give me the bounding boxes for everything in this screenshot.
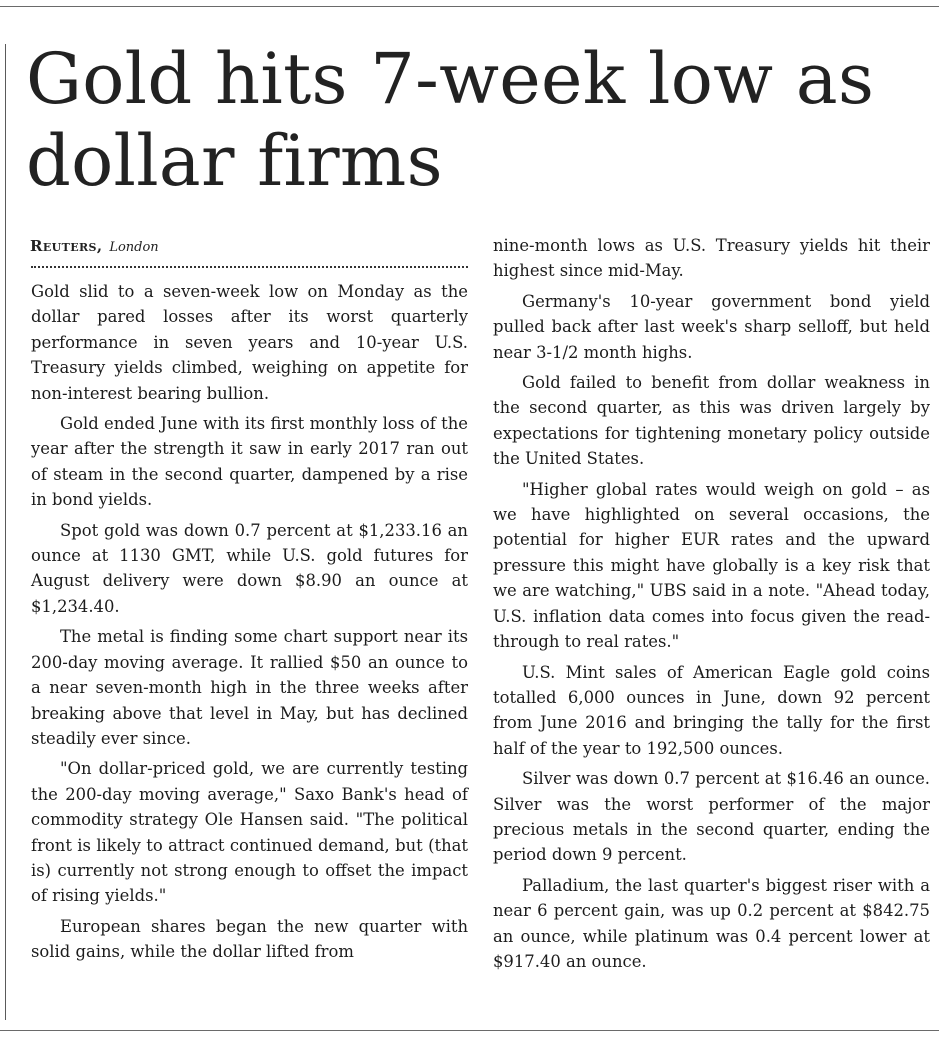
paragraph: Germany's 10-year government bond yield pulled back after last week's sharp selloff, but held near 3-1/2 month highs. bbox=[493, 291, 930, 362]
headline: Gold hits 7-week low as dollar firms bbox=[26, 38, 875, 202]
paragraph: nine-month lows as U.S. Treasury yields hit their highest since mid-May. bbox=[493, 236, 930, 281]
paragraph: European shares began the new quarter with solid gains, while the dollar lifted from bbox=[31, 916, 468, 962]
dotted-separator bbox=[31, 266, 468, 268]
paragraph: Silver was down 0.7 percent at $16.46 an ounce. Silver was the worst performer of the major precious metals in the second quarter, ending the period down 9 percent. bbox=[493, 769, 930, 865]
paragraph: Gold failed to benefit from dollar weakness in the second quarter, as this was driven largely by expectations for tightening monetary policy outside the United States. bbox=[493, 373, 930, 469]
paragraph: Gold ended June with its first monthly loss of the year after the strength it saw in early 2017 ran out of steam in the second quarter, dampened by a rise in bond yields. bbox=[31, 414, 468, 510]
article-column-right bbox=[493, 233, 930, 979]
bottom-rule bbox=[0, 1030, 939, 1031]
article-column-left bbox=[31, 279, 468, 970]
paragraph: Spot gold was down 0.7 percent at $1,233.16 an ounce at 1130 GMT, while U.S. gold futures for August delivery were down $8.90 an ounce at $1,234.40. bbox=[31, 520, 468, 616]
left-rule bbox=[5, 44, 6, 1020]
paragraph: The metal is finding some chart support near its 200-day moving average. It rallied $50 an ounce to a near seven-month high in the three weeks after breaking above that level in May, but has declined steadily ever since. bbox=[31, 627, 468, 748]
byline-agency: Reuters, bbox=[30, 237, 103, 255]
byline bbox=[30, 236, 159, 258]
paragraph: Gold slid to a seven-week low on Monday as the dollar pared losses after its worst quarterly performance in seven years and 10-year U.S. Treasury yields climbed, weighing on appetite for non-interest bearing bullion. bbox=[31, 282, 468, 403]
paragraph: U.S. Mint sales of American Eagle gold coins totalled 6,000 ounces in June, down 92 percent from June 2016 and bringing the tally for the first half of the year to 192,500 ounces. bbox=[493, 662, 930, 758]
paragraph: Palladium, the last quarter's biggest riser with a near 6 percent gain, was up 0.2 percent at $842.75 an ounce, while platinum was 0.4 percent lower at $917.40 an ounce. bbox=[493, 875, 930, 971]
paragraph: "Higher global rates would weigh on gold – as we have highlighted on several occasions, the potential for higher EUR rates and the upward pressure this might have globally is a key risk that we are watching," UBS said in a note. "Ahead today, U.S. inflation data comes into focus given the read-through to real rates." bbox=[493, 479, 930, 652]
byline-city: London bbox=[109, 240, 159, 255]
top-rule bbox=[0, 6, 939, 7]
paragraph: "On dollar-priced gold, we are currently testing the 200-day moving average," Saxo Bank's head of commodity strategy Ole Hansen said. "The political front is likely to attract continued demand, but (that is) currently not strong enough to offset the impact of rising yields." bbox=[31, 759, 468, 906]
